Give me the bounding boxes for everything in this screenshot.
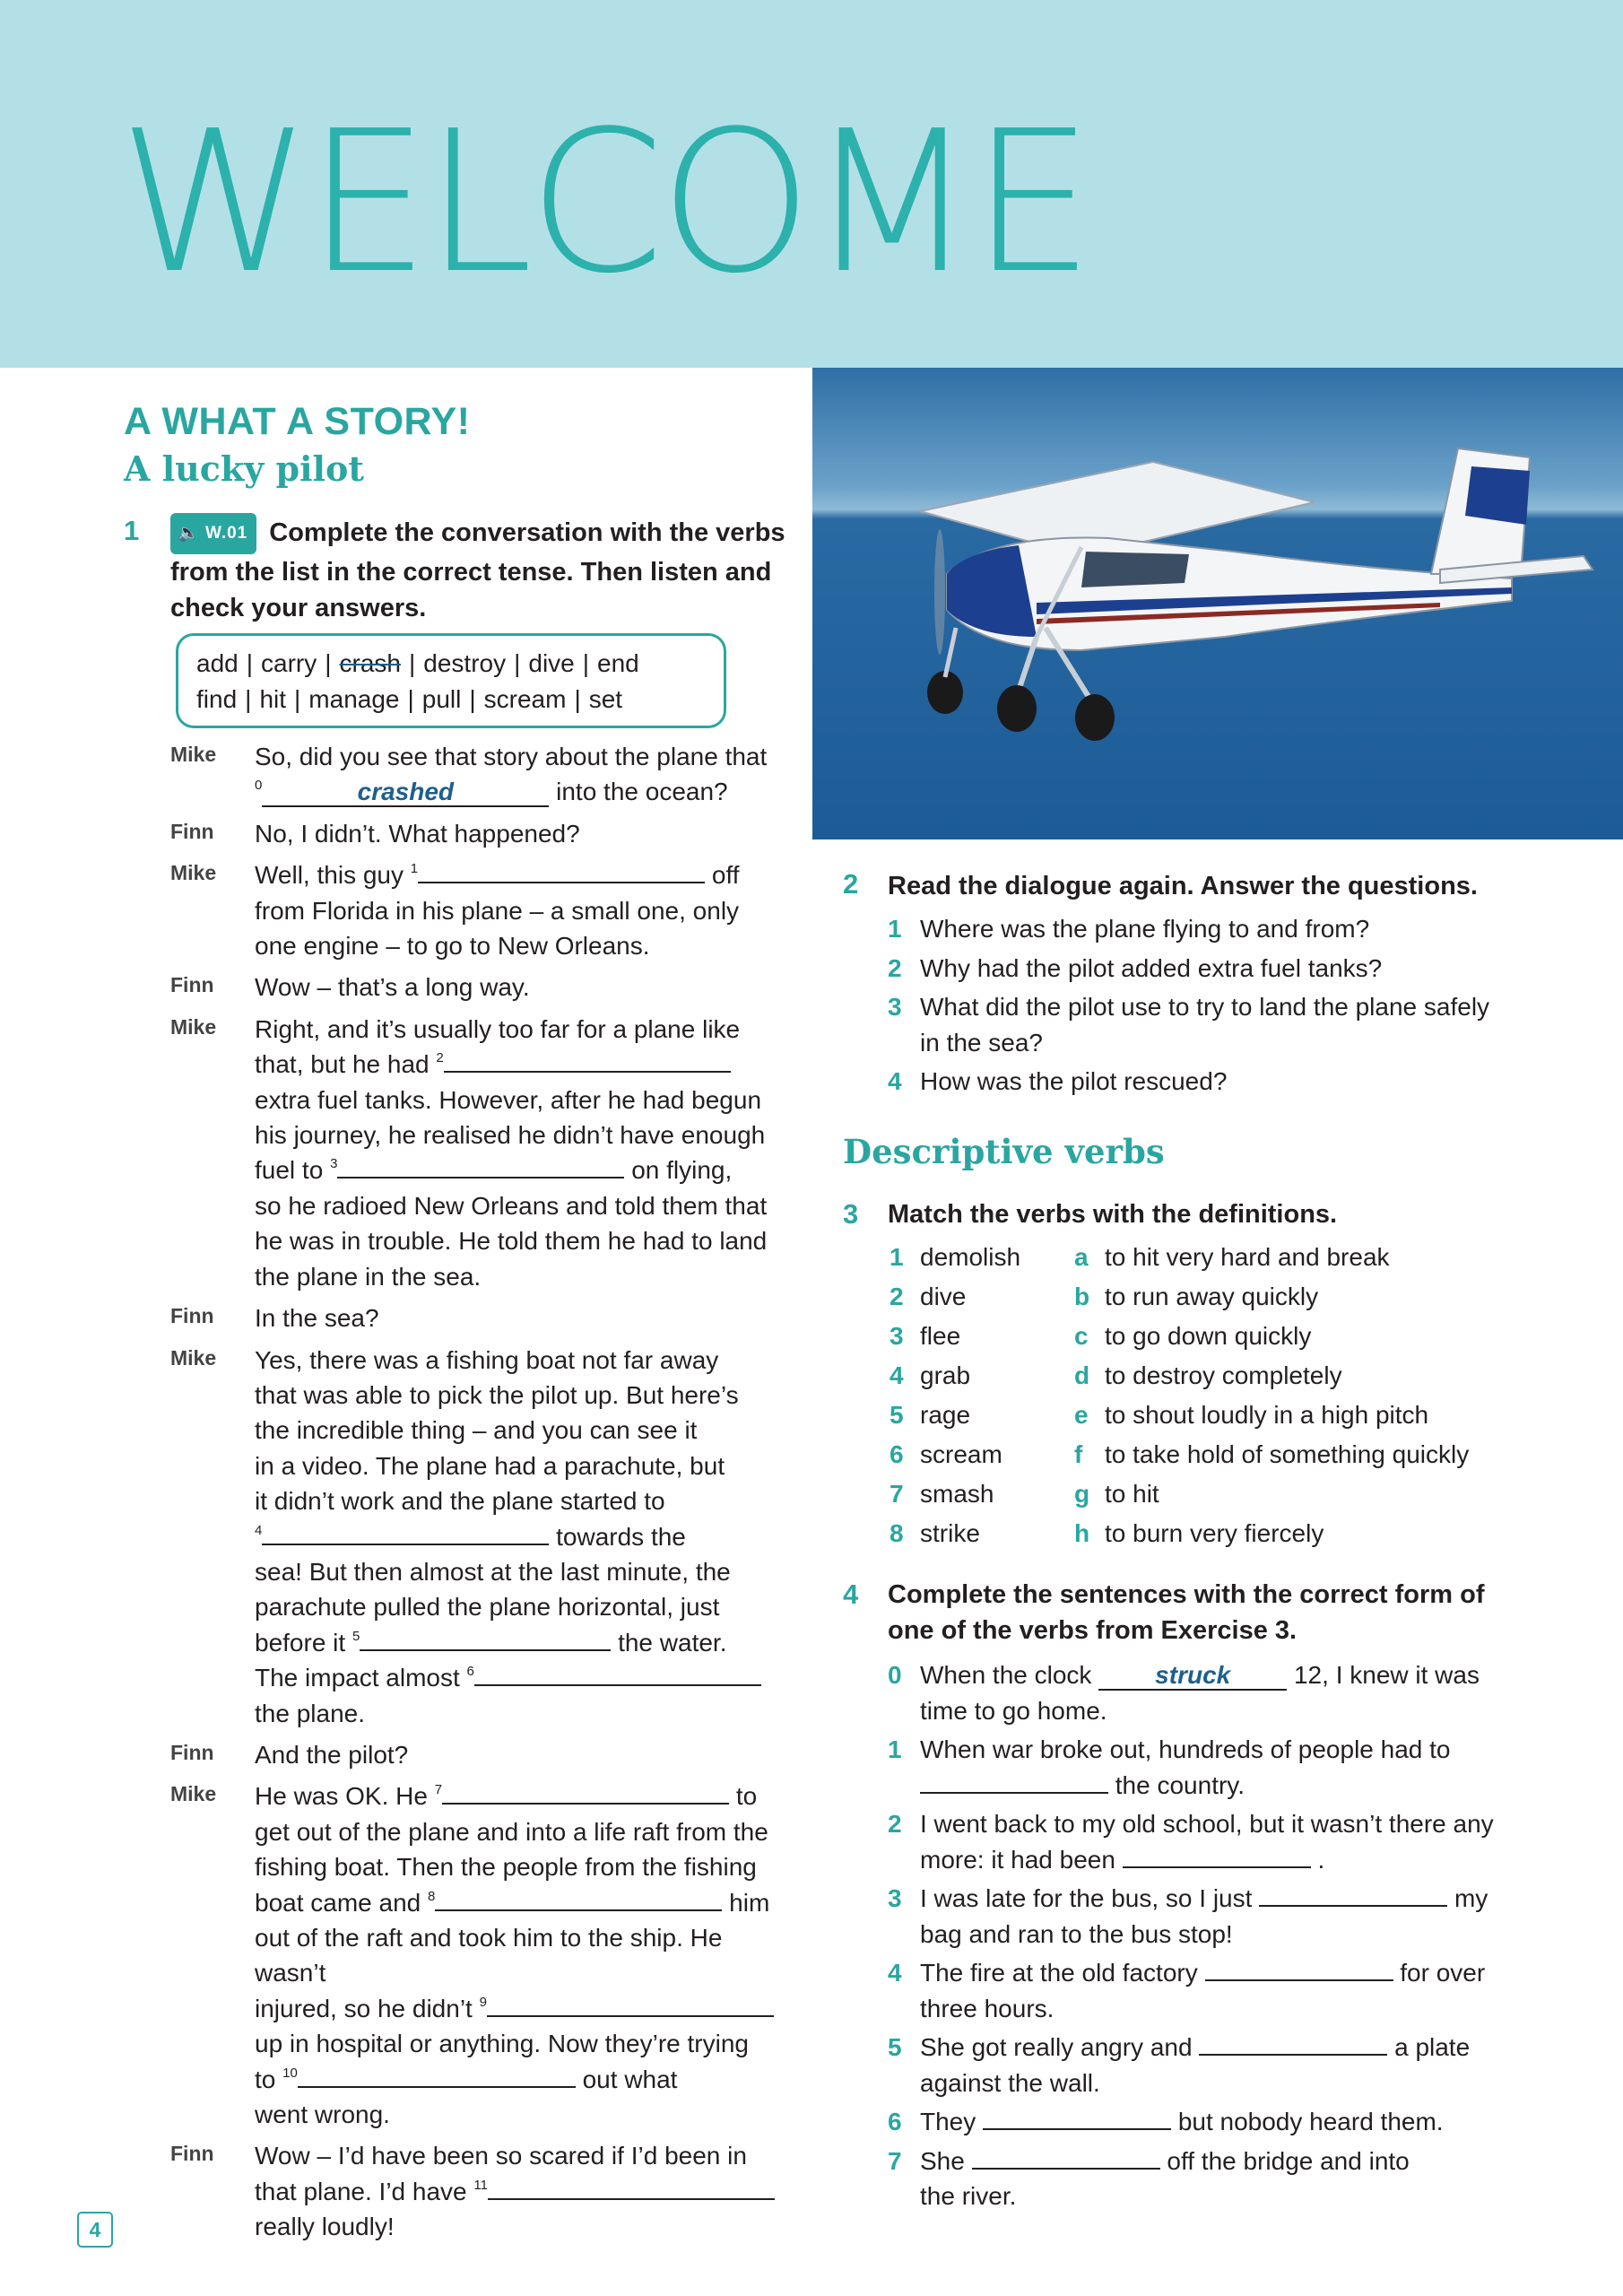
dialogue-line: And the pilot? [255,1740,409,1769]
exercise2-instruction: Read the dialogue again. Answer the questions. [888,872,1478,900]
exercise2-questions [843,911,1614,1100]
gap-blank[interactable] [920,1769,1108,1794]
gap-blank[interactable] [442,1779,729,1805]
audio-track-label: W.01 [204,524,248,543]
gap-blank[interactable] [1259,1882,1447,1907]
dialogue-turn [170,1343,798,1731]
speaker-name: Finn [170,973,214,997]
sentence-item: 4 The fire at the old factory for over three hours. [843,1955,1614,2026]
dialogue-line: to [735,1782,758,1811]
gap-blank[interactable] [1199,2031,1387,2056]
page-number: 4 [77,2212,113,2248]
dialogue-line: that, but he had [255,1050,430,1079]
match-definition: to shout loudly in a high pitch [1105,1401,1429,1429]
gap-number: 2 [436,1050,444,1066]
word-item: add [196,649,239,677]
sentence-item: 7 She off the bridge and into the river. [843,2144,1614,2214]
dialogue-line: it didn’t work and the plane started to [255,1487,665,1516]
dialogue [170,739,798,2245]
dialogue-line: Wow – that’s a long way. [255,973,530,1002]
gap-blank[interactable] [983,2105,1171,2130]
word-item: manage [308,685,400,713]
gap-number: 10 [282,2065,298,2081]
gap-number: 3 [330,1156,338,1172]
dialogue-line: fuel to [255,1156,324,1185]
word-box-row-1: add | carry | crash | destroy | dive | end [196,649,639,677]
match-definition: to hit [1105,1480,1159,1508]
dialogue-line: up in hospital or anything. Now they’re trying [255,2030,749,2058]
question-number: 2 [888,953,902,982]
question-number: 4 [888,1067,902,1095]
speaker-name: Finn [170,1740,214,1764]
dialogue-line: his journey, he realised he didn’t have enough [255,1121,766,1150]
match-verb: smash [920,1480,994,1508]
exercise2-number: 2 [843,868,859,900]
speaker-name: Mike [170,1014,217,1039]
dialogue-line: him [729,1888,770,1917]
match-row: 5 rage e to shout loudly in a high pitch [843,1396,1614,1435]
gap-blank[interactable] [360,1626,611,1651]
dialogue-turn [170,1737,798,1772]
match-definition: to run away quickly [1105,1283,1319,1310]
dialogue-line: that was able to pick the pilot up. But here’s [255,1380,739,1409]
gap-number: 9 [479,1994,487,2010]
dialogue-line: in a video. The plane had a parachute, but [255,1451,725,1480]
page-title: WELCOME [118,90,1089,317]
match-verb: dive [920,1283,967,1310]
sentence-item: 6 They but nobody heard them. [843,2104,1614,2140]
dialogue-turn [170,816,798,851]
question-text: Where was the plane flying to and from? [920,915,1370,943]
word-item-crossed: crash [339,649,401,677]
sentence-item: 3 I was late for the bus, so I just my bag and ran to the bus stop! [843,1881,1614,1952]
gap-blank[interactable] [418,858,705,883]
gap-number: 4 [255,1522,263,1538]
sentence-item: 1 When war broke out, hundreds of people had to the country. [888,1735,1451,1799]
dialogue-line: Right, and it’s usually too far for a plane like [255,1014,741,1043]
match-row: 3 flee c to go down quickly [843,1317,1614,1356]
exercise1-number: 1 [124,515,140,546]
dialogue-line: fishing boat. Then the people from the fishing [255,1853,757,1882]
match-row: 6 scream f to take hold of something quickly [843,1435,1614,1474]
dialogue-line: from Florida in his plane – a small one, only [255,896,740,925]
dialogue-line: sea! But then almost at the last minute, the [255,1557,731,1586]
match-row: 7 smash g to hit [843,1474,1614,1514]
dialogue-line: In the sea? [255,1304,379,1333]
dialogue-line: before it [255,1628,346,1657]
gap-blank[interactable] [435,1886,722,1911]
match-row: 2 dive b to run away quickly [843,1277,1614,1317]
match-row: 4 grab d to destroy completely [843,1356,1614,1396]
question-text: in the sea? [920,1028,1043,1057]
gap-blank[interactable] [1123,1843,1311,1868]
dialogue-line: out of the raft and took him to the ship. He wasn’t [255,1924,723,1987]
gap-number: 0 [255,778,263,794]
match-list [843,1238,1614,1553]
question-text: How was the pilot rescued? [920,1067,1228,1095]
dialogue-turn [170,970,798,1004]
word-item: set [588,685,623,713]
gap-blank[interactable] [1205,1956,1393,1981]
word-box-row-2: find | hit | manage | pull | scream | set [196,685,623,713]
dialogue-line: So, did you see that story about the plane that [255,743,768,770]
dialogue-line: the plane in the sea. [255,1262,482,1291]
gap-number: 5 [352,1628,360,1644]
question-text: Why had the pilot added extra fuel tanks? [920,953,1383,982]
dialogue-line: Well, this guy [255,861,404,890]
exercise3-number: 3 [843,1198,859,1230]
exercise4-sentences [843,1657,1614,2214]
exercise4-number: 4 [843,1578,859,1610]
dialogue-turn [170,1012,798,1294]
descriptive-verbs-heading: Descriptive verbs [843,1132,1165,1171]
word-item: scream [483,685,567,713]
dialogue-line: The impact almost [255,1664,460,1692]
word-item: destroy [423,649,507,677]
exercise3-instruction: Match the verbs with the definitions. [888,1200,1338,1229]
dialogue-line: Yes, there was a fishing boat not far away [255,1345,719,1374]
dialogue-line: went wrong. [255,2100,390,2129]
dialogue-line: the water. [618,1628,727,1657]
gap-blank[interactable] [298,2063,576,2088]
sentence-item: 2 I went back to my old school, but it wasn’t there any more: it had been . [888,1810,1494,1874]
dialogue-line: out what [582,2065,678,2093]
dialogue-line: towards the [556,1522,686,1551]
dialogue-line: get out of the plane and into a life raft from the [255,1817,768,1846]
gap-number: 7 [434,1782,443,1798]
sentence-item: 0 When the clock struck 12, I knew it was time to go home. [888,1661,1480,1725]
speaker-icon: 🔈 [178,524,200,543]
dialogue-line: into the ocean? [556,778,728,806]
word-item: hit [259,685,287,713]
exercise4-instruction: Complete the sentences with the correct form of one of the verbs from Exercise 3. [888,1580,1485,1645]
speaker-name: Mike [170,861,217,885]
gap-blank[interactable] [474,1661,761,1686]
speaker-name: Mike [170,1345,217,1370]
speaker-name: Mike [170,743,217,766]
match-row: 1 demolish a to hit very hard and break [843,1238,1614,1277]
dialogue-line: He was OK. He [255,1782,428,1811]
dialogue-line: extra fuel tanks. However, after he had begun [255,1085,762,1114]
speaker-name: Finn [170,2142,214,2166]
exercise1-instruction [170,513,789,626]
dialogue-line: that plane. I’d have [255,2177,467,2205]
match-row: 8 strike h to burn very fiercely [843,1514,1614,1553]
dialogue-line: Wow – I’d have been so scared if I’d been in [255,2142,747,2170]
dialogue-turn [170,2138,798,2244]
gap-number: 8 [428,1888,436,1904]
exercise1-instruction-text: Complete the conversation with the verbs from the list in the correct tense. Then listen and check your answers. [170,518,785,622]
question-number: 1 [888,915,902,943]
match-definition: to take hold of something quickly [1105,1440,1470,1468]
dialogue-line: really loudly! [255,2213,395,2241]
dialogue-line: so he radioed New Orleans and told them that [255,1191,768,1220]
word-item: find [196,685,238,713]
speaker-name: Finn [170,1304,214,1328]
gap-blank[interactable] [487,1992,774,2017]
dialogue-line: the incredible thing – and you can see it [255,1416,698,1445]
dialogue-turn [170,1779,798,2132]
word-box [176,633,726,728]
dialogue-line: No, I didn’t. What happened? [255,819,580,848]
match-verb: grab [920,1361,971,1389]
gap-blank[interactable] [444,1048,731,1073]
gap-blank[interactable] [972,2144,1160,2170]
question-item [843,1064,1614,1100]
section-heading: A WHAT A STORY! [124,400,471,443]
match-definition: to go down quickly [1105,1322,1312,1350]
gap-blank[interactable] [337,1153,624,1178]
word-item: end [597,649,639,677]
dialogue-line: the plane. [255,1699,365,1727]
dialogue-line: he was in trouble. He told them he had to land [255,1227,768,1256]
gap-blank[interactable] [488,2175,775,2200]
dialogue-line: boat came and [255,1888,421,1917]
match-verb: flee [920,1322,961,1350]
dialogue-turn [170,1300,798,1335]
word-item: dive [528,649,575,677]
match-definition: to burn very fiercely [1105,1519,1324,1547]
word-item: pull [421,685,462,713]
dialogue-line: on flying, [631,1156,733,1185]
match-verb: rage [920,1401,971,1429]
match-verb: strike [920,1519,980,1547]
gap-number: 11 [473,2177,488,2193]
word-item: carry [261,649,317,677]
question-text: What did the pilot use to try to land the plane safely [920,993,1490,1021]
speaker-name: Finn [170,819,214,843]
airplane-photo [812,368,1623,839]
dialogue-line: one engine – to go to New Orleans. [255,932,650,961]
dialogue-line: off [711,861,740,890]
question-item [843,951,1614,987]
gap-number: 6 [466,1664,474,1680]
question-item [843,911,1614,947]
speaker-name: Mike [170,1782,217,1806]
dialogue-turn [170,857,798,963]
question-number: 3 [888,993,902,1021]
gap-answer[interactable]: struck [1098,1662,1287,1691]
match-verb: demolish [920,1243,1021,1271]
audio-track-button[interactable] [170,513,256,554]
gap-number: 1 [410,861,419,877]
match-definition: to hit very hard and break [1105,1243,1390,1271]
match-definition: to destroy completely [1105,1361,1342,1389]
question-item [843,989,1614,1060]
dialogue-line: parachute pulled the plane horizontal, just [255,1593,720,1622]
match-verb: scream [920,1440,1002,1468]
dialogue-line: injured, so he didn’t [255,1994,473,2022]
section-subheading: A lucky pilot [124,448,364,489]
gap-answer[interactable]: crashed [262,778,549,807]
gap-blank[interactable] [262,1520,549,1545]
sentence-item: 5 She got really angry and a plate against the wall. [843,2030,1614,2100]
dialogue-line: to [255,2065,276,2093]
dialogue-turn [170,739,798,810]
